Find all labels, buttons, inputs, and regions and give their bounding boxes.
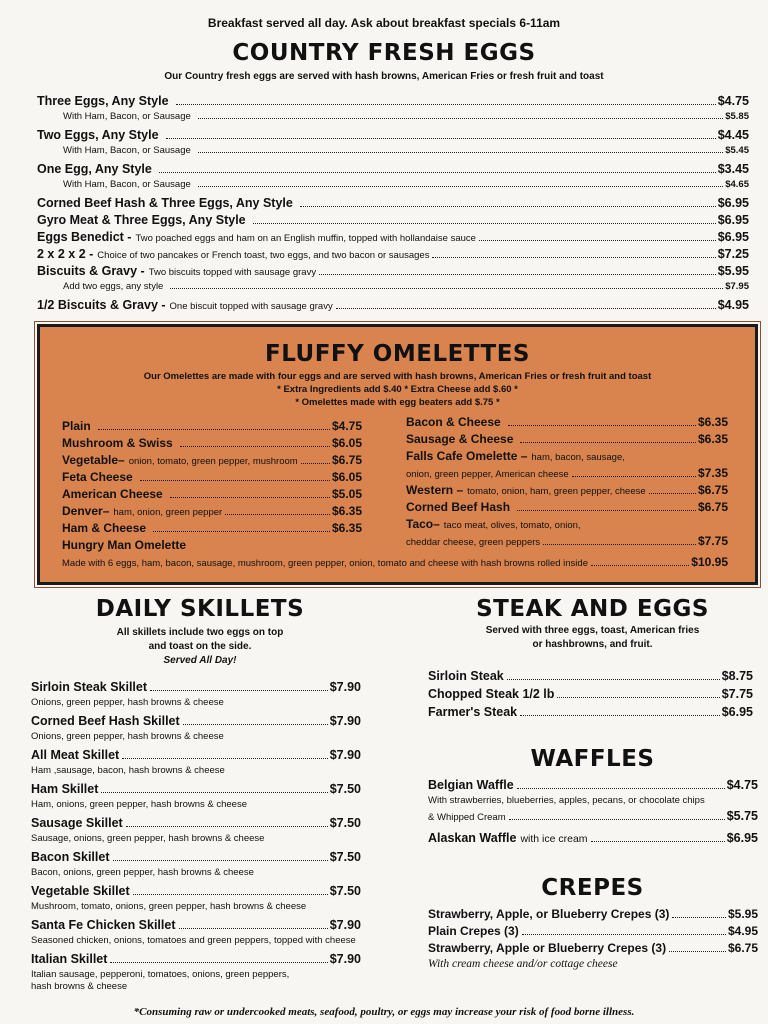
leader-dots: [517, 788, 725, 789]
item-name: Belgian Waffle: [428, 778, 514, 792]
item-price: $7.75: [697, 534, 728, 548]
item-name: Alaskan Waffle: [428, 831, 517, 845]
leader-dots: [176, 104, 716, 105]
item-name: Sausage & Cheese: [406, 432, 514, 446]
item-name: Falls Cafe Omelette –: [406, 449, 528, 463]
item-price: $4.45: [717, 128, 749, 142]
leader-dots: [110, 962, 327, 963]
steak-menu-list: [428, 669, 753, 723]
leader-dots: [198, 186, 723, 187]
item-price: $6.35: [697, 415, 728, 429]
item-name: Feta Cheese: [62, 470, 133, 484]
item-price: $7.90: [329, 680, 361, 694]
leader-dots: [572, 476, 696, 477]
leader-dots: [225, 514, 330, 515]
leader-dots: [520, 715, 720, 716]
breakfast-hours-note: Breakfast served all day. Ask about breakfast specials 6-11am: [207, 16, 561, 30]
leader-dots: [557, 697, 719, 698]
item-name: Sirloin Steak: [428, 669, 504, 683]
item-price: $5.85: [725, 111, 749, 122]
crepes-section-title: CREPES: [541, 875, 644, 901]
item-name: Corned Beef Hash & Three Eggs, Any Style: [37, 196, 293, 210]
item-price: $8.75: [721, 669, 753, 683]
menu-item-continued: [406, 534, 728, 551]
item-name: Biscuits & Gravy -: [37, 264, 145, 278]
menu-item: [428, 669, 753, 687]
item-price: $6.95: [717, 213, 749, 227]
skillets-menu-list: [31, 680, 361, 998]
skillet-item: [31, 884, 361, 918]
leader-dots: [113, 860, 328, 861]
menu-item: [428, 831, 758, 848]
menu-item: [37, 196, 749, 213]
item-price: $6.35: [697, 432, 728, 446]
menu-item: [406, 500, 728, 517]
item-name: Mushroom & Swiss: [62, 436, 173, 450]
item-desc: onion, tomato, green pepper, mushroom: [128, 456, 298, 467]
food-safety-disclaimer: *Consuming raw or undercooked meats, seafood, poultry, or eggs may increase your risk of food borne illness.: [133, 1006, 635, 1018]
item-name: 2 x 2 x 2 -: [37, 247, 94, 261]
omelettes-left-column: [62, 419, 362, 555]
item-price: $3.45: [717, 162, 749, 176]
item-desc: & Whipped Cream: [428, 812, 506, 823]
skillet-item: [31, 680, 361, 714]
item-name: One Egg, Any Style: [37, 162, 152, 176]
leader-dots: [669, 951, 726, 952]
steak-subtitle-line: Served with three eggs, toast, American fries: [485, 625, 700, 636]
item-desc: Ham, onions, green pepper, hash browns & cheese: [31, 799, 247, 810]
item-name: Three Eggs, Any Style: [37, 94, 169, 108]
leader-dots: [517, 510, 696, 511]
item-desc: ham, bacon, sausage,: [531, 452, 625, 463]
menu-item-option: [37, 179, 749, 196]
leader-dots: [336, 308, 716, 309]
item-price: $7.90: [329, 714, 361, 728]
item-name: Vegetable Skillet: [31, 884, 130, 898]
skillet-item: [31, 782, 361, 816]
menu-item: [62, 555, 728, 569]
menu-item-option: [37, 111, 749, 128]
item-price: $5.45: [725, 145, 749, 156]
item-price: $6.95: [717, 230, 749, 244]
item-price: $6.95: [726, 831, 758, 845]
item-name: With Ham, Bacon, or Sausage: [63, 111, 191, 122]
item-name: Santa Fe Chicken Skillet: [31, 918, 176, 932]
menu-item: [62, 538, 362, 555]
item-name: Gyro Meat & Three Eggs, Any Style: [37, 213, 246, 227]
omelettes-panel: [37, 324, 758, 585]
skillet-item: [31, 816, 361, 850]
skillet-item: [31, 850, 361, 884]
skillets-subtitle-line: and toast on the side.: [148, 641, 252, 652]
item-name: Strawberry, Apple, or Blueberry Crepes (3): [428, 907, 670, 921]
leader-dots: [170, 288, 723, 289]
steak-subtitle-line: or hashbrowns, and fruit.: [532, 639, 653, 650]
item-price: $6.35: [331, 521, 362, 535]
leader-dots: [126, 826, 328, 827]
item-name: Sirloin Steak Skillet: [31, 680, 148, 694]
leader-dots: [133, 894, 328, 895]
menu-item: [428, 687, 753, 705]
leader-dots: [479, 240, 716, 241]
item-name: Chopped Steak 1/2 lb: [428, 687, 555, 701]
leader-dots: [98, 429, 330, 430]
leader-dots: [319, 274, 716, 275]
menu-item-option: [37, 145, 749, 162]
leader-dots: [140, 480, 330, 481]
leader-dots: [301, 463, 330, 464]
item-price: $5.95: [727, 907, 758, 921]
menu-item: [37, 213, 749, 230]
hungry-man-desc: Made with 6 eggs, ham, bacon, sausage, mushroom, green pepper, onion, tomato and cheese with hash browns rolled inside: [62, 558, 588, 569]
item-price: $6.75: [727, 941, 758, 955]
crepes-menu-list: [428, 907, 758, 970]
skillet-item: [31, 714, 361, 748]
item-name: Sausage Skillet: [31, 816, 123, 830]
item-price: $4.95: [727, 924, 758, 938]
eggs-section-title: COUNTRY FRESH EGGS: [232, 40, 536, 66]
item-price: $6.75: [331, 453, 362, 467]
eggs-menu-list: [37, 94, 749, 315]
eggs-section-subtitle: Our Country fresh eggs are served with hash browns, American Fries or fresh fruit and toast: [164, 71, 604, 82]
menu-item: [37, 264, 749, 281]
steak-section-title: STEAK AND EGGS: [476, 596, 709, 622]
item-desc: Choice of two pancakes or French toast, two eggs, and two bacon or sausages: [97, 250, 430, 261]
item-desc: Onions, green pepper, hash browns & cheese: [31, 731, 224, 742]
menu-item: [37, 230, 749, 247]
menu-item: [62, 436, 362, 453]
item-desc: Onions, green pepper, hash browns & cheese: [31, 697, 224, 708]
item-price: $6.35: [331, 504, 362, 518]
item-price: $7.50: [329, 782, 361, 796]
leader-dots: [591, 841, 725, 842]
leader-dots: [432, 257, 715, 258]
item-price: $7.90: [329, 748, 361, 762]
item-price: $7.25: [717, 247, 749, 261]
leader-dots: [180, 446, 330, 447]
leader-dots: [183, 724, 328, 725]
menu-item: [62, 487, 362, 504]
steak-section-subtitle: [420, 624, 765, 652]
hungry-man-details: [62, 555, 728, 569]
item-price: $7.75: [721, 687, 753, 701]
menu-item: [37, 247, 749, 264]
item-desc: Seasoned chicken, onions, tomatoes and green peppers, topped with cheese: [31, 935, 356, 946]
leader-dots: [591, 565, 689, 566]
leader-dots: [153, 531, 330, 532]
menu-item: [428, 924, 758, 941]
menu-item: [428, 705, 753, 723]
menu-item: [428, 778, 758, 795]
waffles-menu-list: [428, 778, 758, 848]
leader-dots: [150, 690, 328, 691]
leader-dots: [507, 679, 720, 680]
item-name: All Meat Skillet: [31, 748, 120, 762]
item-price: $4.65: [725, 179, 749, 190]
menu-item: [62, 453, 362, 470]
omelettes-eggbeaters-note: * Omelettes made with egg beaters add $.75 *: [295, 397, 500, 408]
leader-dots: [649, 493, 696, 494]
item-price: $6.75: [697, 500, 728, 514]
leader-dots: [253, 223, 716, 224]
menu-item: [37, 162, 749, 179]
leader-dots: [508, 425, 696, 426]
item-name: Corned Beef Hash Skillet: [31, 714, 180, 728]
item-price: $4.75: [331, 419, 362, 433]
menu-item: [406, 517, 728, 534]
item-desc: Two poached eggs and ham on an English muffin, topped with hollandaise sauce: [135, 233, 476, 244]
item-desc: Two biscuits topped with sausage gravy: [148, 267, 317, 278]
item-name: Ham Skillet: [31, 782, 99, 796]
item-price: $7.35: [697, 466, 728, 480]
menu-item: [37, 94, 749, 111]
menu-item: [406, 483, 728, 500]
item-name: Taco–: [406, 517, 440, 531]
item-name: 1/2 Biscuits & Gravy -: [37, 298, 166, 312]
skillet-item: [31, 918, 361, 952]
item-price: $4.75: [726, 778, 758, 792]
item-desc: tomato, onion, ham, green pepper, cheese: [467, 486, 646, 497]
skillet-item: [31, 748, 361, 782]
menu-item-continued: [406, 466, 728, 483]
leader-dots: [166, 138, 716, 139]
skillets-subtitle-line: All skillets include two eggs on top: [116, 627, 284, 638]
menu-item: [62, 419, 362, 436]
item-name: Eggs Benedict -: [37, 230, 132, 244]
item-desc: taco meat, olives, tomato, onion,: [443, 520, 581, 531]
leader-dots: [543, 544, 696, 545]
menu-item: [406, 449, 728, 466]
leader-dots: [672, 917, 726, 918]
item-name: Bacon Skillet: [31, 850, 110, 864]
item-price: $6.75: [697, 483, 728, 497]
item-name: Plain: [62, 419, 91, 433]
skillet-item: [31, 952, 361, 998]
menu-item: [62, 521, 362, 538]
omelettes-right-column: [406, 415, 728, 551]
item-price: $4.75: [717, 94, 749, 108]
item-desc: Mushroom, tomato, onions, green pepper, hash browns & cheese: [31, 901, 307, 912]
item-name: Bacon & Cheese: [406, 415, 501, 429]
menu-item: [37, 128, 749, 145]
leader-dots: [101, 792, 327, 793]
item-name: Denver–: [62, 504, 110, 518]
leader-dots: [170, 497, 330, 498]
leader-dots: [509, 819, 725, 820]
item-desc: with ice cream: [520, 833, 588, 845]
item-price: $5.75: [726, 809, 758, 823]
leader-dots: [522, 934, 726, 935]
item-name: With Ham, Bacon, or Sausage: [63, 145, 191, 156]
item-desc-continued: hash browns & cheese: [31, 980, 128, 992]
item-name: American Cheese: [62, 487, 163, 501]
menu-item: [37, 298, 749, 315]
leader-dots: [198, 118, 723, 119]
crepes-note: With cream cheese and/or cottage cheese: [428, 958, 618, 970]
menu-item: [428, 907, 758, 924]
leader-dots: [300, 206, 716, 207]
item-name: Italian Skillet: [31, 952, 108, 966]
item-price: $7.95: [725, 281, 749, 292]
waffles-section-title: WAFFLES: [530, 746, 655, 772]
item-price: $6.95: [717, 196, 749, 210]
item-price: $7.50: [329, 850, 361, 864]
item-desc: cheddar cheese, green peppers: [406, 537, 541, 548]
item-name: Add two eggs, any style: [63, 281, 164, 292]
item-name: Farmer's Steak: [428, 705, 518, 719]
leader-dots: [198, 152, 723, 153]
menu-item-option: [428, 809, 758, 826]
item-desc: ham, onion, green pepper: [113, 507, 223, 518]
item-name: Western –: [406, 483, 464, 497]
item-name: Ham & Cheese: [62, 521, 147, 535]
menu-item: [62, 504, 362, 521]
item-name: Vegetable–: [62, 453, 125, 467]
menu-item: [406, 415, 728, 432]
menu-item: [62, 470, 362, 487]
skillets-served-all-day: Served All Day!: [163, 655, 237, 666]
item-desc: Bacon, onions, green pepper, hash browns & cheese: [31, 867, 254, 878]
item-price: $5.95: [717, 264, 749, 278]
leader-dots: [159, 172, 716, 173]
item-price: $7.90: [329, 952, 361, 966]
item-desc: Italian sausage, pepperoni, tomatoes, onions, green peppers,: [31, 969, 290, 980]
hungry-man-name: Hungry Man Omelette: [62, 538, 187, 552]
item-price: $7.50: [329, 884, 361, 898]
item-price: $7.50: [329, 816, 361, 830]
item-name: With Ham, Bacon, or Sausage: [63, 179, 191, 190]
leader-dots: [122, 758, 327, 759]
omelettes-section-subtitle: Our Omelettes are made with four eggs and are served with hash browns, American Fries or fresh fruit and toast: [143, 371, 652, 382]
item-price: $6.05: [331, 470, 362, 484]
item-price: $5.05: [331, 487, 362, 501]
item-price: $6.05: [331, 436, 362, 450]
item-price: $4.95: [717, 298, 749, 312]
item-desc: With strawberries, blueberries, apples, pecans, or chocolate chips: [428, 795, 705, 806]
item-name: Strawberry, Apple or Blueberry Crepes (3): [428, 941, 667, 955]
item-name: Plain Crepes (3): [428, 924, 519, 938]
item-desc: onion, green pepper, American cheese: [406, 469, 569, 480]
item-desc: One biscuit topped with sausage gravy: [169, 301, 333, 312]
skillets-section-subtitle: [30, 626, 370, 668]
omelettes-extras-note: * Extra Ingredients add $.40 * Extra Cheese add $.60 *: [277, 384, 518, 395]
menu-item-option: [37, 281, 749, 298]
item-name: Two Eggs, Any Style: [37, 128, 159, 142]
item-name: Corned Beef Hash: [406, 500, 511, 514]
item-price: $6.95: [721, 705, 753, 719]
menu-item: [406, 432, 728, 449]
menu-item: [428, 941, 758, 958]
item-desc: Sausage, onions, green pepper, hash browns & cheese: [31, 833, 265, 844]
item-price: $7.90: [329, 918, 361, 932]
hungry-man-price: $10.95: [691, 555, 728, 569]
item-desc: Ham ,sausage, bacon, hash browns & cheese: [31, 765, 225, 776]
skillets-section-title: DAILY SKILLETS: [95, 596, 305, 622]
omelettes-section-title: FLUFFY OMELETTES: [264, 341, 530, 367]
leader-dots: [179, 928, 328, 929]
leader-dots: [520, 442, 696, 443]
